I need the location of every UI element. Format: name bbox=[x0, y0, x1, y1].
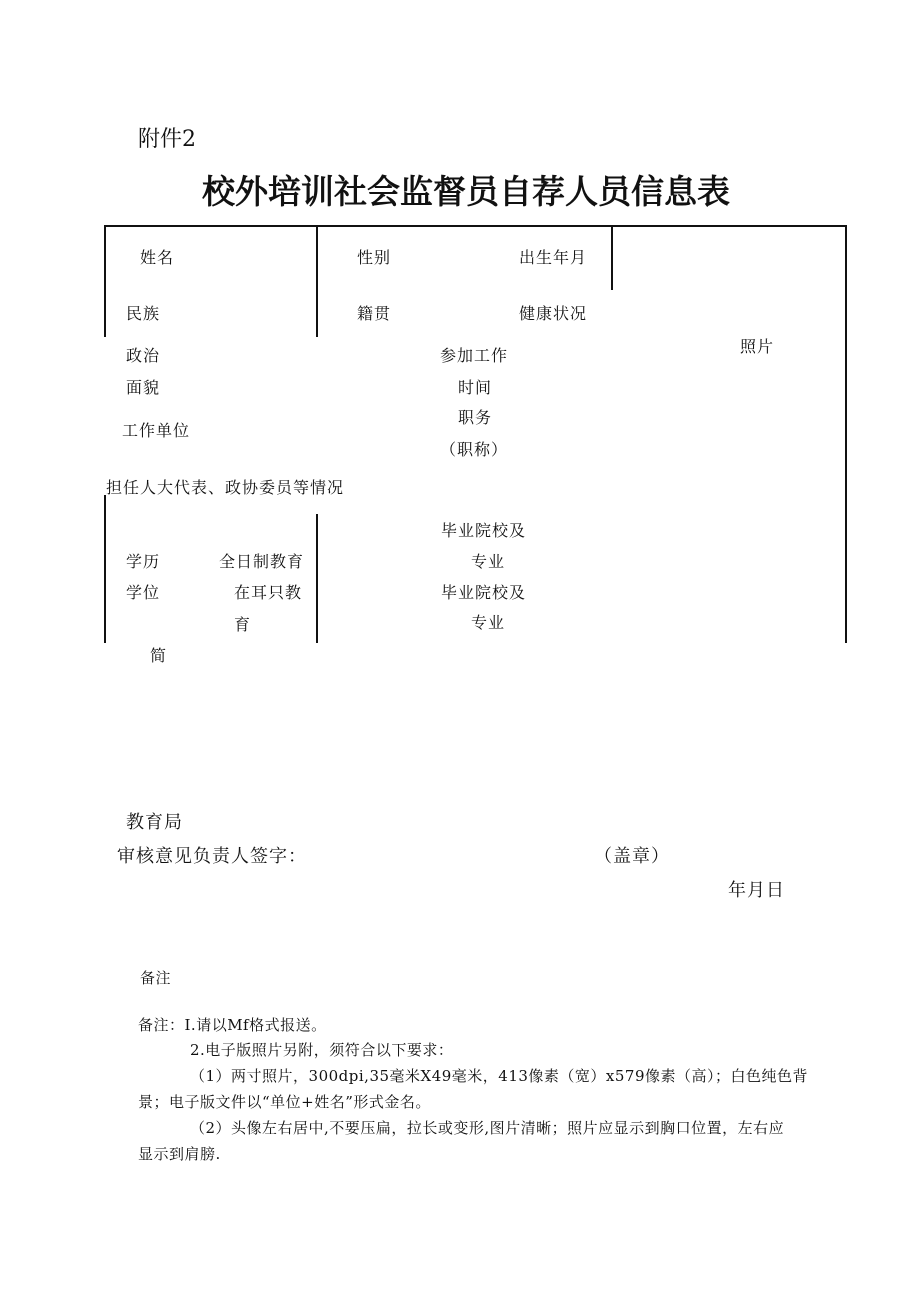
remarks-line-2: 2.电子版照片另附，须符合以下要求： bbox=[190, 1041, 454, 1059]
table-left-border-lower bbox=[104, 495, 106, 643]
political-status-label-line2: 面貌 bbox=[126, 378, 161, 397]
name-label: 姓名 bbox=[140, 248, 175, 267]
photo-label: 照片 bbox=[740, 337, 775, 356]
page-title: 校外培训社会监督员自荐人员信息表 bbox=[202, 172, 730, 211]
work-start-label-line2: 时间 bbox=[458, 378, 493, 397]
gender-label: 性别 bbox=[357, 248, 392, 267]
table-divider-col2-lower bbox=[316, 514, 318, 643]
parttime-school-label-line2: 专业 bbox=[471, 613, 506, 632]
table-divider-photo bbox=[611, 225, 613, 290]
table-right-border bbox=[845, 225, 847, 643]
table-divider-col2-upper bbox=[316, 225, 318, 337]
fulltime-education-label: 全日制教育 bbox=[219, 552, 305, 571]
employer-label: 工作单位 bbox=[122, 421, 191, 440]
resume-label: 简 bbox=[150, 646, 168, 665]
parttime-education-label-line2: 育 bbox=[234, 615, 252, 634]
remarks-line-5: （2）头像左右居中,不要压扁，拉长或变形,图片清晰；照片应显示到胸口位置，左右应 bbox=[190, 1119, 785, 1137]
position-label-line1: 职务 bbox=[458, 408, 493, 427]
remarks-heading: 备注 bbox=[140, 969, 172, 987]
table-top-border bbox=[104, 225, 846, 227]
remarks-line-1: 备注：I.请以Mf格式报送。 bbox=[138, 1016, 327, 1034]
fulltime-school-label-line1: 毕业院校及 bbox=[441, 521, 527, 540]
native-place-label: 籍贯 bbox=[357, 304, 392, 323]
date-label: 年月日 bbox=[728, 880, 785, 901]
birth-date-label: 出生年月 bbox=[519, 248, 588, 267]
education-label: 学历 bbox=[126, 552, 161, 571]
table-left-border-upper bbox=[104, 225, 106, 337]
bureau-label: 教育局 bbox=[126, 812, 183, 833]
review-opinion-label: 审核意见负责人签字： bbox=[117, 846, 307, 867]
remarks-line-3: （1）两寸照片，300dpi,35毫米X49毫米，413像素（宽）x579像素（高）；白色纯色背 bbox=[190, 1067, 809, 1085]
degree-label: 学位 bbox=[126, 583, 161, 602]
parttime-school-label-line1: 毕业院校及 bbox=[441, 583, 527, 602]
remarks-line-6: 显示到肩膀. bbox=[138, 1145, 221, 1163]
fulltime-school-label-line2: 专业 bbox=[471, 552, 506, 571]
position-label-line2: （职称） bbox=[440, 440, 509, 459]
parttime-education-label-line1: 在耳只教 bbox=[234, 583, 303, 602]
stamp-label: （盖章） bbox=[594, 846, 670, 867]
ethnicity-label: 民族 bbox=[126, 304, 161, 323]
political-status-label-line1: 政治 bbox=[126, 346, 161, 365]
work-start-label-line1: 参加工作 bbox=[440, 346, 509, 365]
deputy-status-label: 担任人大代表、政协委员等情况 bbox=[106, 478, 345, 497]
attachment-label: 附件2 bbox=[138, 127, 196, 152]
health-status-label: 健康状况 bbox=[519, 304, 588, 323]
remarks-line-4: 景；电子版文件以“单位+姓名”形式金名。 bbox=[138, 1093, 431, 1111]
